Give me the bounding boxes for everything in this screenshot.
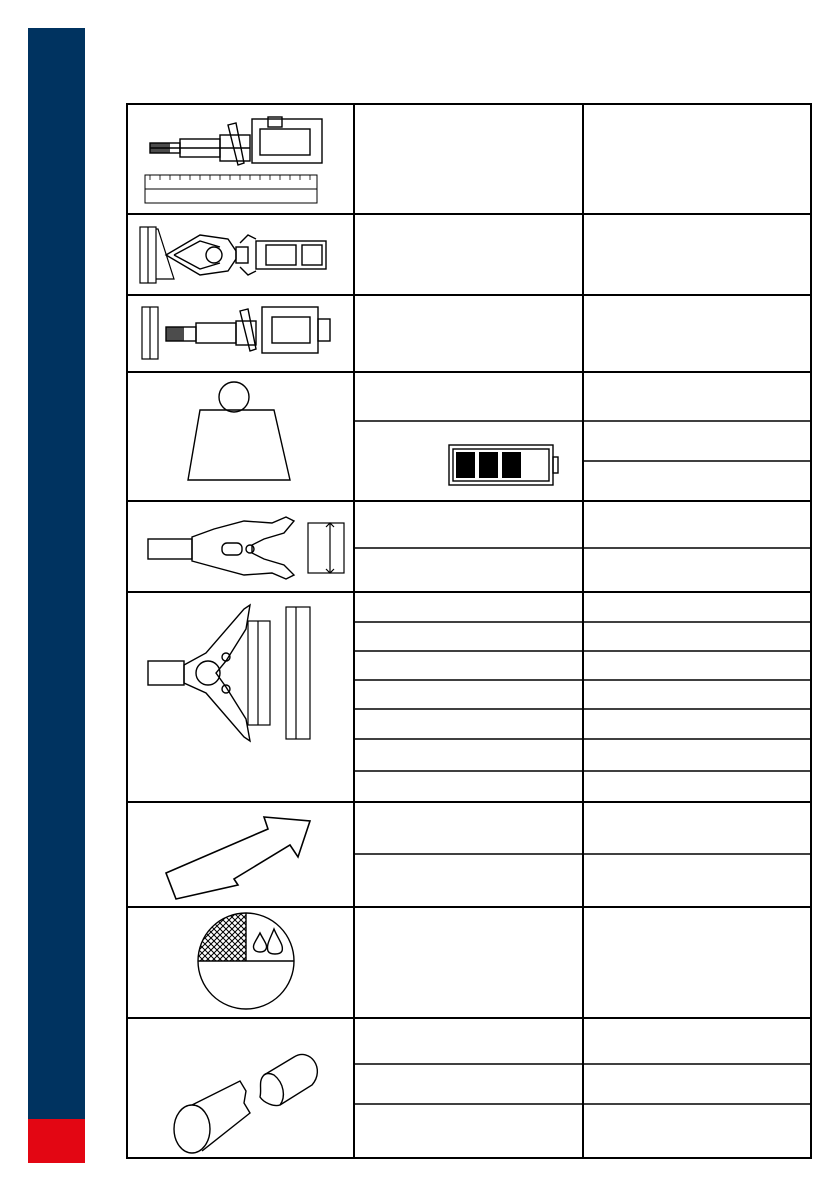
side-band [28, 28, 85, 1163]
round-bar-cut-icon [166, 1023, 326, 1155]
force-arrow-icon [164, 807, 314, 903]
spec-table [126, 103, 812, 1159]
tool-width-icon [136, 221, 344, 289]
tool-height-icon [138, 301, 344, 365]
battery-icon [447, 443, 559, 487]
tool-length-icon [140, 113, 340, 205]
weight-icon [186, 380, 306, 490]
spreader-opening-icon [146, 599, 346, 749]
ip-protection-icon [196, 911, 296, 1011]
side-band-accent [28, 1119, 85, 1163]
cutter-opening-icon [144, 509, 348, 587]
